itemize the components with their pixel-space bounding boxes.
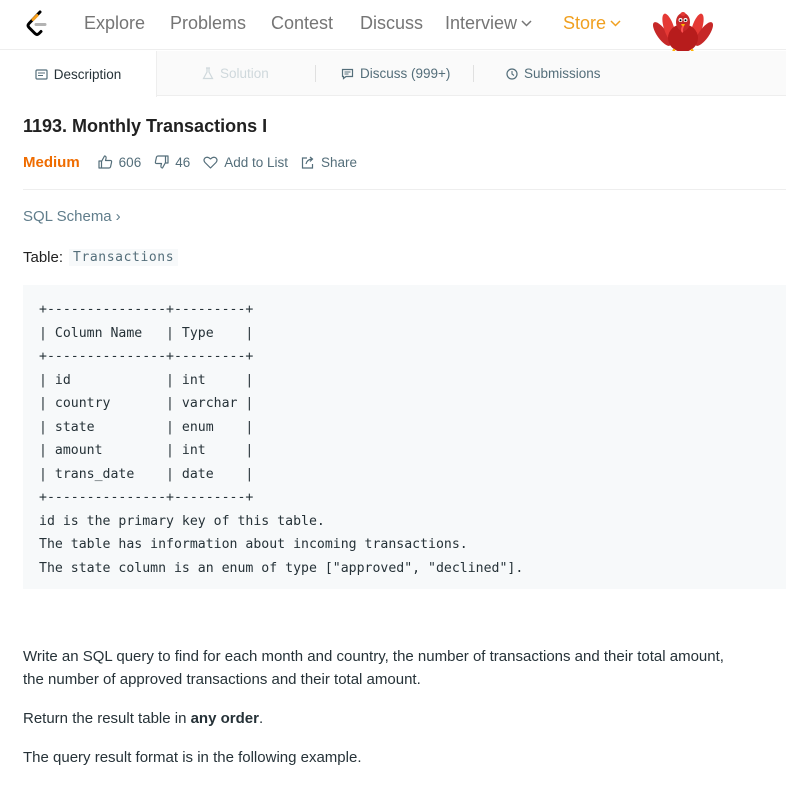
tab-submissions[interactable]	[506, 51, 601, 96]
clock-icon	[506, 68, 518, 80]
thumbs-down-icon	[154, 155, 169, 169]
flask-icon	[202, 67, 214, 80]
code-line: | id | int |	[39, 372, 254, 388]
share-icon	[301, 156, 315, 169]
table-name-code: Transactions	[69, 249, 178, 266]
nav-contest[interactable]: Contest	[271, 13, 334, 33]
nav-interview[interactable]	[445, 13, 532, 34]
sql-schema-link[interactable]	[23, 208, 121, 225]
table-label: Table:	[23, 249, 64, 266]
chevron-down-icon	[521, 20, 532, 27]
description-icon	[35, 69, 48, 80]
code-line: | amount | int |	[39, 443, 254, 458]
add-to-list-button[interactable]	[203, 155, 288, 170]
chevron-down-icon	[610, 20, 621, 27]
chevron-right-icon: ›	[115, 208, 121, 225]
problem-title: 1193. Monthly Transactions I	[23, 116, 268, 136]
problem-meta	[23, 152, 370, 172]
tab-discuss-label: Discuss (999+)	[360, 66, 451, 81]
code-line: +---------------+---------+	[39, 490, 254, 505]
tab-solution	[202, 51, 269, 96]
result-order-paragraph	[23, 707, 263, 730]
nav-explore[interactable]: Explore	[84, 13, 146, 33]
tab-separator	[315, 65, 316, 82]
code-line: +---------------+---------+	[39, 302, 254, 317]
description-line: the number of approved transactions and their total amount.	[23, 671, 421, 688]
nav-problems[interactable]: Problems	[170, 13, 247, 33]
description-line: Write an SQL query to find for each month and country, the number of transactions and their total amount,	[23, 648, 724, 665]
sql-schema-label: SQL Schema	[23, 208, 112, 225]
turkey-icon[interactable]	[652, 4, 714, 58]
code-line: | country | varchar |	[39, 396, 254, 411]
top-navigation	[0, 0, 786, 50]
code-line: The table has information about incoming transactions.	[39, 537, 468, 552]
table-intro	[23, 249, 178, 266]
result-format-paragraph: The query result format is in the following example.	[23, 749, 362, 766]
heart-icon	[203, 156, 218, 169]
code-line: | trans_date | date |	[39, 466, 254, 482]
divider	[23, 189, 786, 190]
share-button[interactable]	[301, 155, 357, 170]
tab-submissions-label: Submissions	[524, 66, 601, 81]
tab-solution-label: Solution	[220, 66, 269, 81]
difficulty-badge: Medium	[23, 153, 80, 171]
share-label: Share	[321, 154, 358, 170]
dislike-count: 46	[175, 154, 191, 170]
nav-store[interactable]	[563, 13, 621, 34]
code-line: | Column Name | Type |	[39, 325, 254, 341]
schema-code	[39, 298, 523, 580]
schema-code-block	[23, 285, 786, 589]
nav-discuss[interactable]: Discuss	[360, 13, 424, 33]
result-order-period: .	[258, 710, 264, 727]
tab-separator	[473, 65, 474, 82]
leetcode-logo-icon[interactable]	[24, 10, 50, 38]
code-line: The state column is an enum of type ["approved", "declined"].	[39, 560, 524, 576]
problem-tab-bar	[0, 51, 786, 96]
result-order-text: Return the result table in	[23, 710, 191, 727]
tab-description-label: Description	[53, 66, 122, 82]
nav-store-label: Store	[563, 13, 607, 33]
dislike-button[interactable]	[154, 155, 190, 170]
discuss-icon	[341, 68, 354, 80]
nav-interview-label: Interview	[445, 13, 518, 33]
code-line: | state | enum |	[39, 419, 254, 435]
description-paragraph	[23, 645, 724, 691]
tab-description[interactable]	[0, 51, 157, 97]
like-button[interactable]	[98, 155, 142, 170]
code-line: id is the primary key of this table.	[39, 513, 325, 529]
code-line: +---------------+---------+	[39, 349, 254, 364]
result-order-bold: any order	[190, 710, 259, 727]
tab-discuss[interactable]	[341, 51, 450, 96]
like-count: 606	[118, 154, 142, 170]
add-to-list-label: Add to List	[224, 154, 289, 170]
thumbs-up-icon	[98, 155, 113, 169]
